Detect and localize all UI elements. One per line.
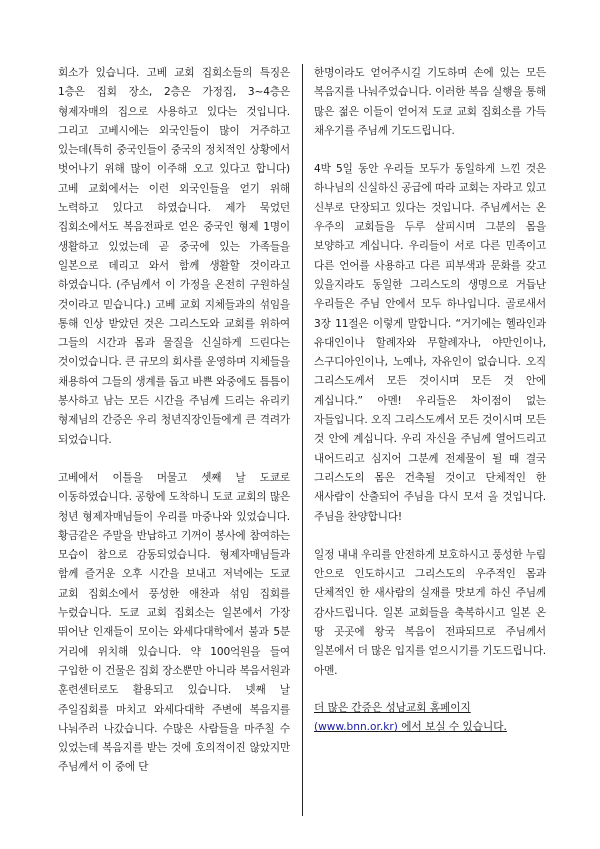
paragraph-gap (314, 141, 546, 160)
paragraph-gap (58, 450, 290, 469)
homepage-link[interactable]: (www.bnn.or.kr) (314, 721, 398, 734)
paragraph: 4박 5일 동안 우리들 모두가 동일하게 느낀 것은 하나님의 신실하신 공급에 따라 교회는 자라고 있고 신부로 단장되고 있다는 것입니다. 주님께서는 온 우주의 교회들을 두루 살피시며 그분의 몸을 보양하고 계십니다. 우리들이 서로 다른 민족이고 다른 언어를 사용하고 다른 피부색과 문화를 갖고 있을지라도 동일한 그리스도의 생명으로 거듭난 우리들은 주님 안에서 모두 하나입니다. 골로새서 3장 11절은 이렇게 말합니다. “거기에는 헬라인과 유대인이나 할례자와 무할례자나, 야만인이나, 스구디아인이나, 노예나, 자유인이 없습니다. 오직 그리스도께서 모든 것이시며 모든 것 안에 계십니다.” 아멘! 우리들은 차이점이 없는 자들입니다. 오직 그리스도께서 모든 것이시며 모든 것 안에 계십니다. 우리 자신을 주님께 열어드리고 내어드리고 심지어 그분께 전제물이 될 때 결국 그리스도의 몸은 건축될 것이고 단체적인 한 새사람이 산출되어 주님을 다시 모셔 올 것입니다. 주님을 찬양합니다! (314, 163, 546, 523)
right-column (314, 64, 546, 738)
homepage-note-line1: 더 많은 간증은 성남교회 홈페이지 (314, 701, 471, 714)
left-column (58, 64, 290, 778)
homepage-note (314, 699, 546, 738)
paragraph: 고베에서 이틀을 머물고 셋째 날 도쿄로 이동하였습니다. 공항에 도착하니 도쿄 교회의 많은 청년 형제자매님들이 우리를 마중나와 있었습니다. 황금같은 주말을 반납하고 기꺼이 봉사에 참여하는 모습이 참으로 감동되었습니다. 형제자매님들과 함께 즐거운 오후 시간을 보내고 저녁에는 도쿄 교회 집회소에서 풍성한 애찬과 섞임 집회를 누렸습니다. 도쿄 교회 집회소는 일본에서 가장 뛰어난 인재들이 모이는 와세다대학에서 불과 5분 거리에 위치해 있습니다. 약 100억원을 들여 구입한 이 건물은 집회 장소뿐만 아니라 복음서원과 훈련센터로도 활용되고 있습니다. 넷째 날 주일집회를 마치고 와세다대학 주변에 복음지를 나눠주러 나갔습니다. 수많은 사람들을 마주칠 수 있었는데 복음지를 받는 것에 호의적이진 않았지만 주님께서 이 중에 단 (58, 471, 290, 774)
homepage-note-rest: 에서 보실 수 있습니다. (397, 721, 507, 734)
column-divider (302, 64, 303, 816)
homepage-note-line2 (314, 718, 546, 737)
paragraph: 회소가 있습니다. 고베 교회 집회소들의 특징은 1층은 집회 장소, 2층은 가정집, 3~4층은 형제자매의 집으로 사용하고 있다는 것입니다. 그리고 고베시에는 외국인들이 많이 거주하고 있는데(특히 중국인들이 중국의 정치적인 상황에서 벗어나기 위해 많이 이주해 오고 있다고 합니다) 고베 교회에서는 이런 외국인들을 얻기 위해 노력하고 있다고 하였습니다. 제가 묵었던 집회소에서도 복음전파로 얻은 중국인 형제 1명이 생활하고 있었는데 곧 중국에 있는 가족들을 일본으로 데리고 와서 함께 생활할 것이라고 하였습니다. (주님께서 이 가정을 온전히 구원하실 것이라고 믿습니다.) 고베 교회 지체들과의 섞임을 통해 인상 받았던 것은 그리스도와 교회를 위하여 그들의 시간과 몸과 물질을 신실하게 드린다는 것이었습니다. 큰 규모의 회사를 운영하며 지체들을 채용하여 그들의 생계를 돕고 바쁜 와중에도 틈틈이 봉사하고 남는 모든 시간을 주님께 드리는 유리키 형제님의 간증은 우리 청년직장인들에게 큰 격려가 되었습니다. (58, 67, 290, 446)
paragraph: 한명이라도 얻어주시길 기도하며 손에 있는 모든 복음지를 나눠주었습니다. 이러한 복음 실행을 통해 많은 젊은 이들이 얻어져 도쿄 교회 집회소를 가득 채우기를 주님께 기도드립니다. (314, 67, 546, 137)
paragraph-gap (314, 527, 546, 546)
paragraph: 일정 내내 우리를 안전하게 보호하시고 풍성한 누림 안으로 인도하시고 그리스도의 우주적인 몸과 단체적인 한 새사람의 실재를 맛보게 하신 주님께 감사드립니다. 일본 교회들을 축복하시고 일본 온 땅 곳곳에 왕국 복음이 전파되므로 주님께서 일본에서 더 많은 입지를 얻으시기를 기도드립니다. 아멘. (314, 548, 546, 677)
document-page (58, 64, 550, 824)
